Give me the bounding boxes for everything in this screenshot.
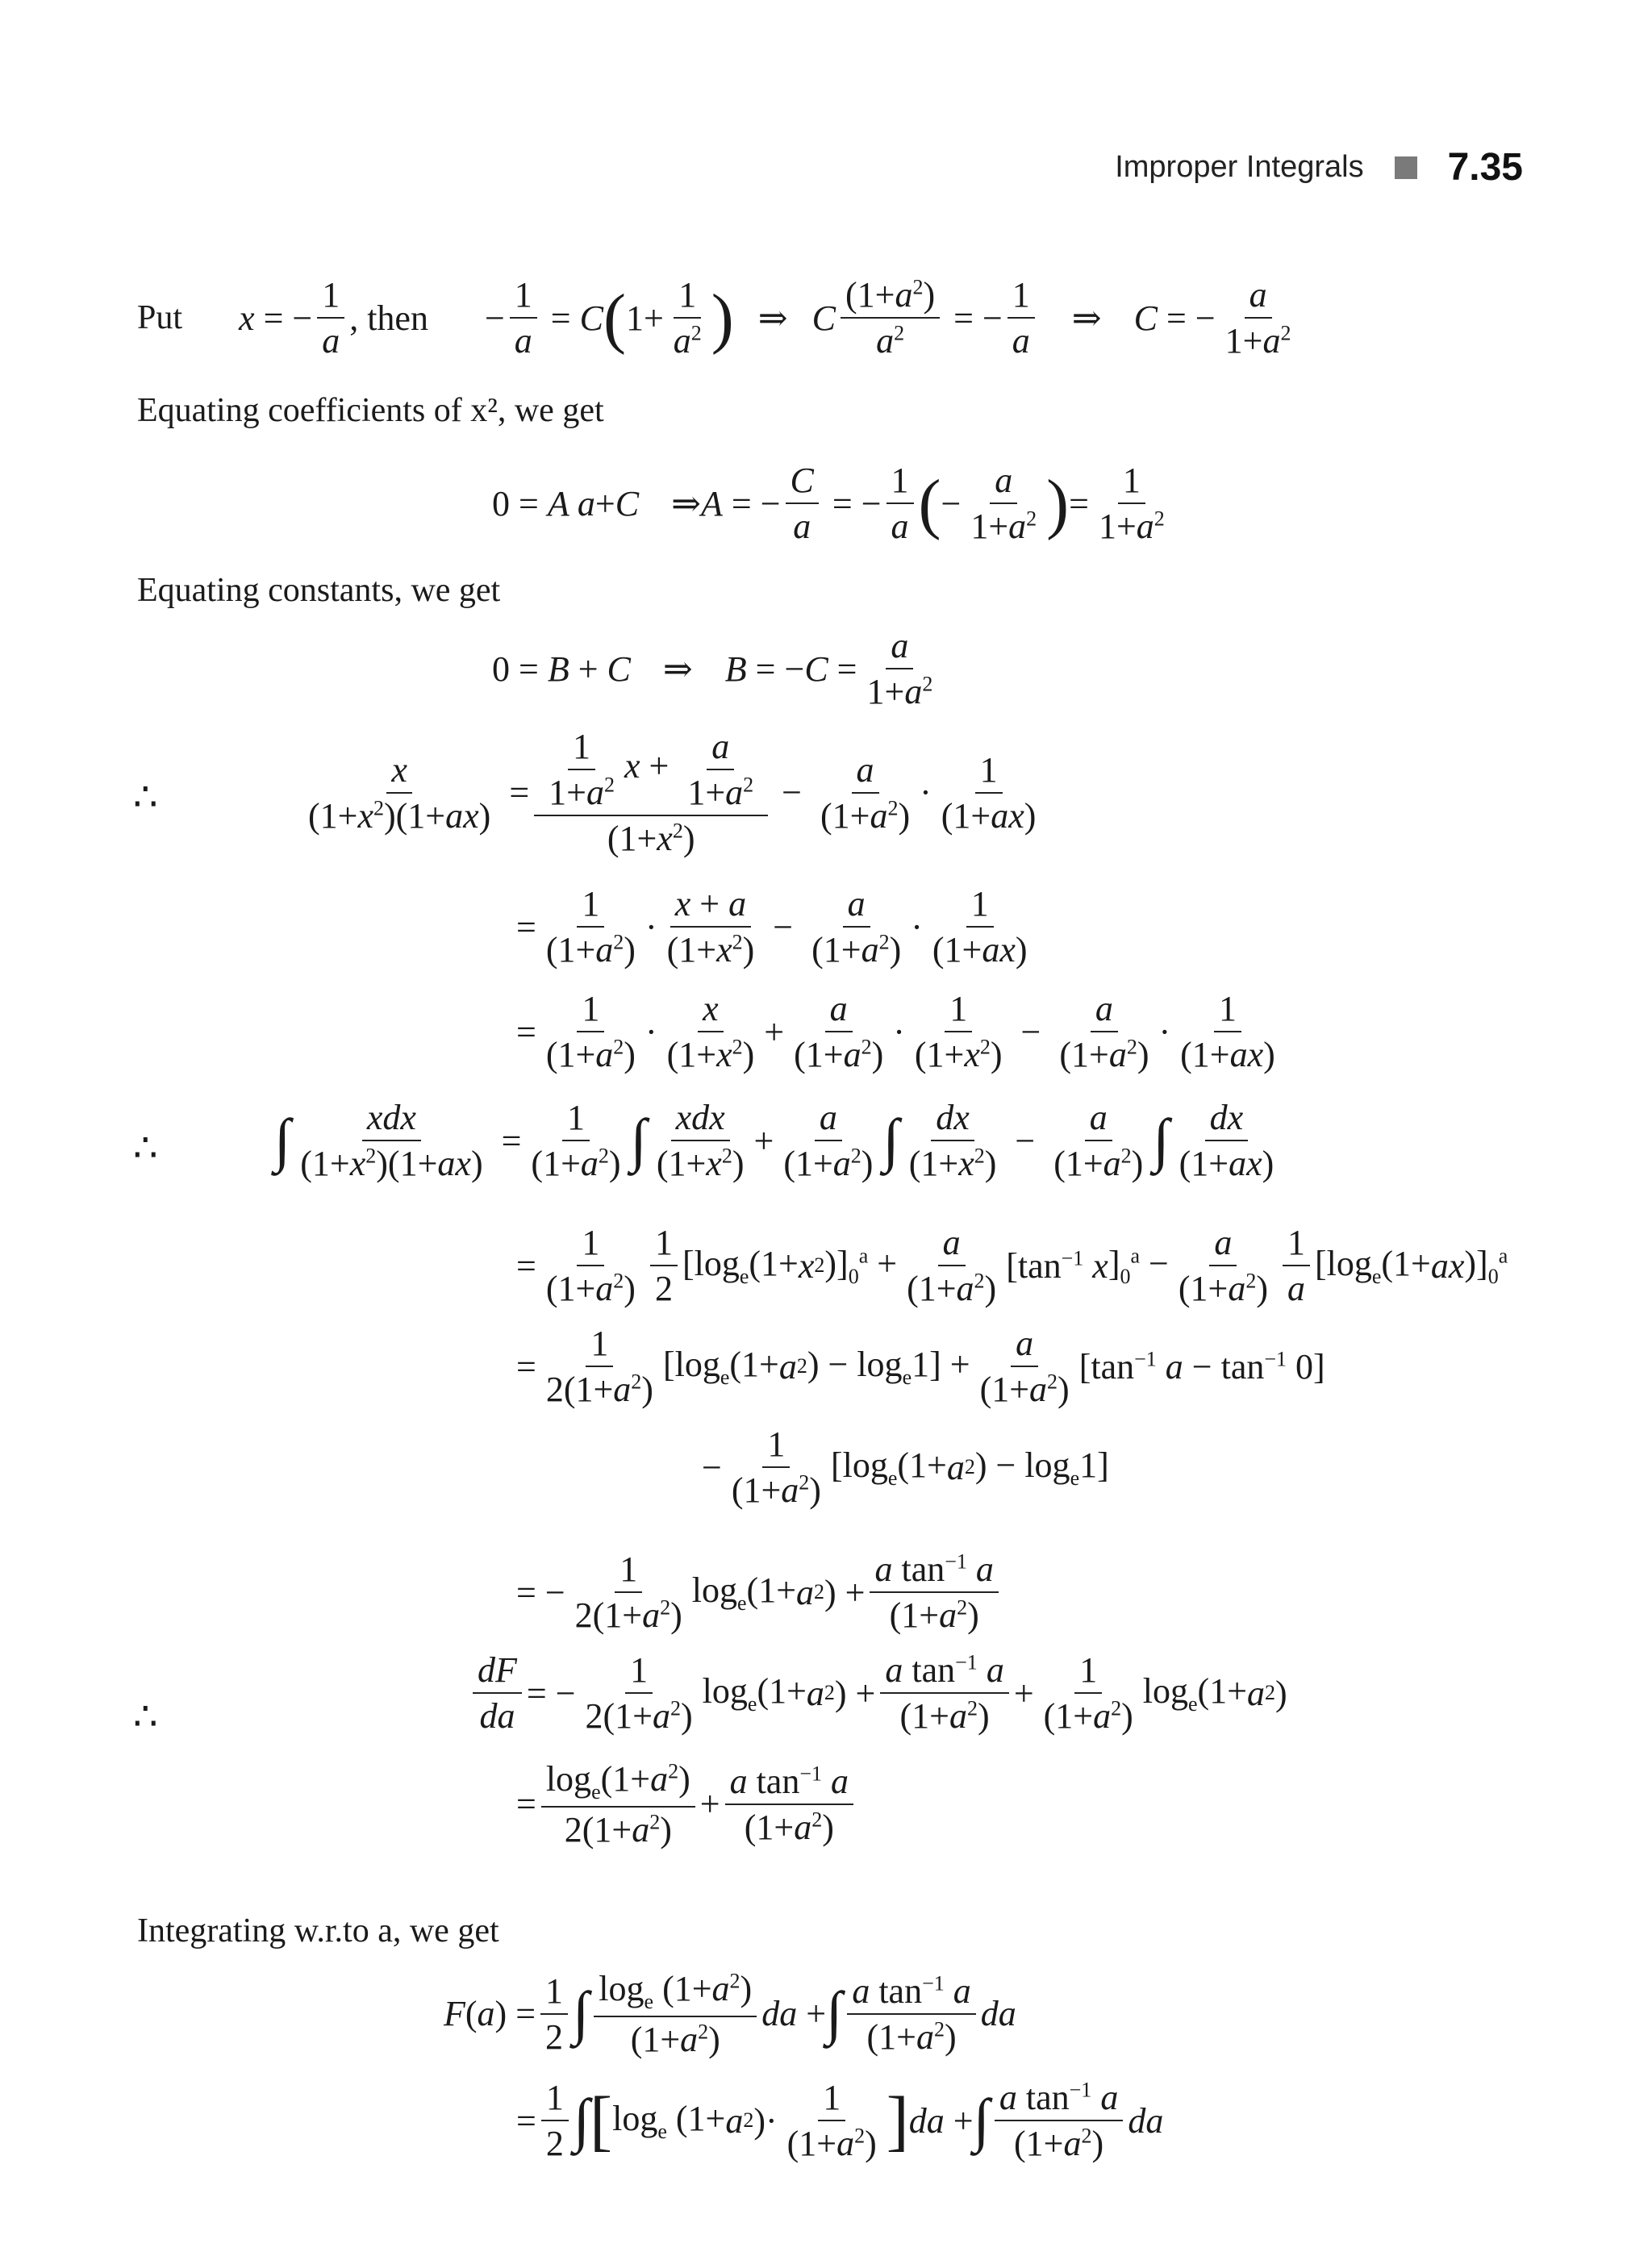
equation-evaluated-1: = $\frac{1}{(1+a^2)}$ $\frac{1}{2}$ [$\log_e(1+$ x 2 )]$_0^a$ + $\frac{a}{(1+a^2)}$ [$\tan^{-1}$ x ]$_0^a$ − $\frac{a}{(1+a^2)}$ $\frac{1}{a}$ [$\log_e(1+$ ax )]$_0^a$ [516, 1223, 1508, 1308]
equation-dF-da-simplified: = $\frac{\log_e(1+a^2)}{2(1+a^2)}$ + $\frac{a \tan^{-1} a}{(1+a^2)}$ [516, 1758, 858, 1850]
equation-A: 0 = A a + C ⇒ A = − $\frac{C}{a}$ = − $\frac{1}{a}$ ( − $\frac{a}{1+a^2}$ ) = $\frac{1}{1+a^2}$ [492, 461, 1165, 546]
equation-B: 0 = B + C ⇒ B = − C = $\frac{a}{1+a^2}$ [492, 626, 933, 711]
equation-dF-da: $\frac{dF}{da}$ = − $\frac{1}{2(1+a^2)}$ $\log_e(1+$ a 2 ) + $\frac{a \tan^{-1} a}{(1+a^2)}$ + $\frac{1}{(1+a^2)}$ $\log_e(1+$ a 2 ) [468, 1649, 1287, 1737]
equation-evaluated-3: − $\frac{1}{(1+a^2)}$ [$\log_e(1+$ a 2 ) − $\log_e1$] [702, 1424, 1109, 1510]
equation-integral: ∫ $\frac{\text{xdx}}{(1+x^2)(1+ax)}$ = $\frac{1}{(1+a^2)}$ ∫ $\frac{\text{xdx}}{(1+x^2)}$ + $\frac{a}{(1+a^2)}$ ∫ $\frac{dx}{(1+x^2)}$ − $\frac{a}{(1+a^2)}$ ∫ $\frac{dx}{(1+ax)}$ [274, 1098, 1274, 1183]
therefore-symbol-1: ∴ [133, 776, 158, 819]
section-title: Improper Integrals [1115, 150, 1364, 184]
equation-result-F: = − $\frac{1}{2(1+a^2)}$ $\log_e(1+$ a 2 ) + $\frac{a \tan^{-1} a}{(1+a^2)}$ [516, 1549, 1003, 1636]
equation-put: Put x = − $\frac{1}{a}$ , then − $\frac{1}{a}$ = C ( 1+ $\frac{1}{a^2}$ ) ⇒ C $\frac{(1+a^2)}{a^2}$ = − $\frac{1}{a}$ ⇒ C = − $\frac{a}{1+a^2}$ [137, 275, 1291, 361]
header-square-icon [1395, 156, 1417, 179]
then-label: then [367, 298, 428, 338]
equation-partial-fractions: $\frac{x}{(1+x^2)(1+ax)}$ = $\frac{1}{1+a^2}$ x + $\frac{a}{1+a^2}$ $(1+x^2)$ − $\frac{a}{(1+a^2)}$ · $\frac{1}{(1+ax)}$ [308, 727, 1037, 858]
equation-step-2: = $\frac{1}{(1+a^2)}$ · $\frac{x + a}{(1+x^2)}$ − $\frac{a}{(1+a^2)}$ · $\frac{1}{(1+ax)}$ [516, 884, 1028, 970]
page-number: 7.35 [1447, 146, 1523, 189]
equation-evaluated-2: = $\frac{1}{2(1+a^2)}$ [$\log_e(1+$ a 2 ) − $\log_e1$] + $\frac{a}{(1+a^2)}$ [$\tan^{-1}$ a − $\tan^{-1} 0$] [516, 1324, 1325, 1409]
equation-step-3: = $\frac{1}{(1+a^2)}$ · $\frac{x}{(1+x^2)}$ + $\frac{a}{(1+a^2)}$ · $\frac{1}{(1+x^2)}$ − $\frac{a}{(1+a^2)}$ · $\frac{1}{(1+ax)}$ [516, 989, 1275, 1074]
equation-F-a-step: = $\frac{1}{2}$ ∫ [ $\log_e (1+$ a 2 )· $\frac{1}{(1+a^2)}$ ] da + ∫ $\frac{a \tan^{-1} a}{(1+a^2)}$ da [516, 2078, 1164, 2163]
therefore-symbol-2: ∴ [133, 1127, 158, 1170]
paragraph-integrating: Integrating w.r.to a, we get [137, 1912, 499, 1950]
paragraph-equating-constants: Equating constants, we get [137, 572, 501, 609]
put-label: Put [137, 299, 183, 336]
equation-F-a: F ( a ) = $\frac{1}{2}$ ∫ $\frac{\log_e (1+a^2)}{(1+a^2)}$ da + ∫ $\frac{a \tan^{-1} a}{(1+a^2)}$ da [444, 1969, 1016, 2059]
paragraph-equating-x2: Equating coefficients of x², we get [137, 392, 604, 429]
therefore-symbol-3: ∴ [133, 1695, 158, 1738]
running-header [1115, 145, 1523, 190]
